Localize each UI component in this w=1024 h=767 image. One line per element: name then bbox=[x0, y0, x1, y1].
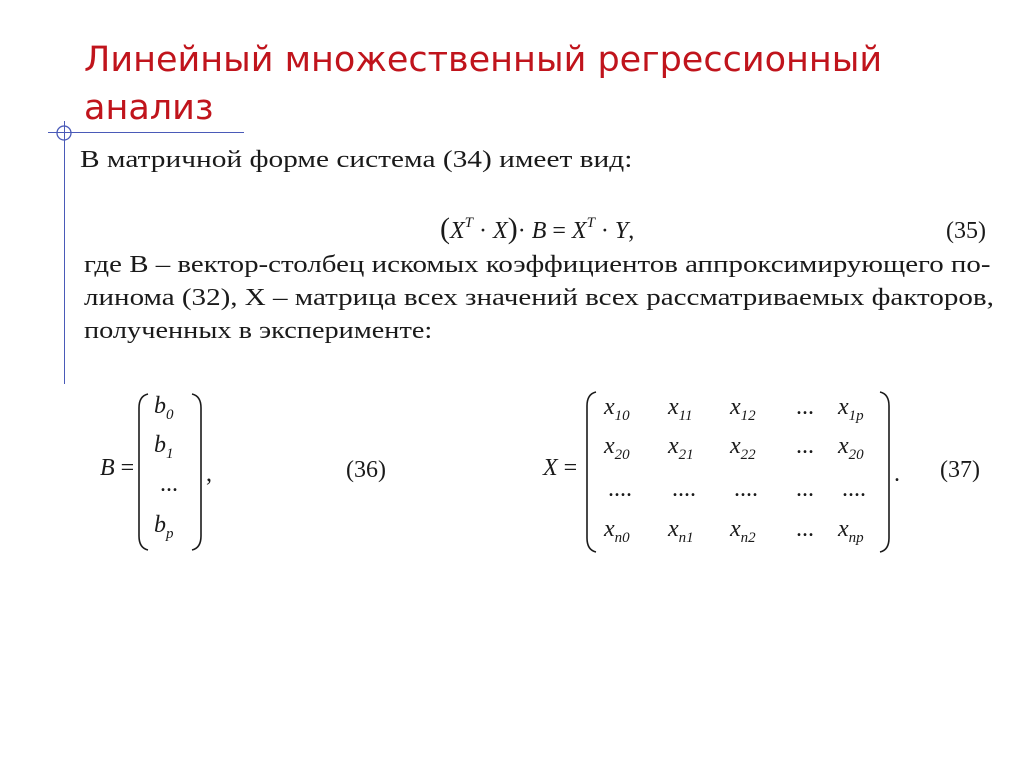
vector-b-lhs: B = bbox=[100, 455, 135, 481]
matrix-x-entry: $x_{20}$ bbox=[604, 433, 630, 463]
vector-b-entry: $b_0$ bbox=[154, 393, 174, 423]
vector-b-comma: , bbox=[206, 461, 212, 487]
slide-title: Линейный множественный регрессионный анализ bbox=[84, 40, 883, 128]
matrix-x-left-paren bbox=[584, 390, 598, 554]
matrix-x-entry: .... bbox=[608, 476, 632, 502]
paragraph-line-2: линома (32), X – матрица всех значений всех рассматриваемых факторов, bbox=[84, 285, 994, 311]
vector-b-left-paren bbox=[136, 392, 150, 552]
matrix-x-period: . bbox=[894, 461, 900, 487]
intro-text: В матричной форме система (34) имеет вид: bbox=[80, 147, 633, 173]
paragraph-line-3: полученных в эксперименте: bbox=[84, 318, 433, 344]
matrix-x-entry: $x_{10}$ bbox=[604, 394, 630, 424]
matrix-x-entry: $x_{1p}$ bbox=[838, 394, 864, 424]
matrix-x-entry: ... bbox=[796, 516, 814, 542]
crosshair-icon bbox=[55, 124, 75, 144]
matrix-x-entry: ... bbox=[796, 476, 814, 502]
matrix-x-right-paren bbox=[878, 390, 892, 554]
matrix-x-entry: .... bbox=[842, 476, 866, 502]
matrix-x-entry: ... bbox=[796, 394, 814, 420]
title-underline bbox=[48, 132, 244, 133]
matrix-x-entry: $x_{n1}$ bbox=[668, 516, 694, 546]
matrix-x-entry: $x_{np}$ bbox=[838, 516, 864, 546]
equation-35-number: (35) bbox=[946, 218, 986, 244]
matrix-x-lhs: X = bbox=[543, 455, 578, 481]
matrix-x-entry: $x_{20}$ bbox=[838, 433, 864, 463]
matrix-x-entry: $x_{21}$ bbox=[668, 433, 694, 463]
matrix-x-entry: $x_{n0}$ bbox=[604, 516, 630, 546]
matrix-x-entry: $x_{12}$ bbox=[730, 394, 756, 424]
margin-guide-line bbox=[64, 121, 65, 384]
equation-35: $(X^T \cdot X)\cdot B = X^T \cdot Y$, bbox=[440, 212, 635, 245]
equation-37-number: (37) bbox=[940, 457, 980, 483]
matrix-x-entry: .... bbox=[734, 476, 758, 502]
matrix-x-entry: $x_{11}$ bbox=[668, 394, 693, 424]
matrix-x-entry: ... bbox=[796, 433, 814, 459]
matrix-x-entry: .... bbox=[672, 476, 696, 502]
vector-b-entry: $b_p$ bbox=[154, 512, 174, 542]
vector-b-entry: ... bbox=[160, 471, 178, 497]
vector-b-entry: $b_1$ bbox=[154, 432, 174, 462]
matrix-x-entry: $x_{22}$ bbox=[730, 433, 756, 463]
paragraph-line-1: где B – вектор-столбец искомых коэффициентов аппроксимирующего по- bbox=[84, 252, 991, 278]
vector-b-right-paren bbox=[190, 392, 204, 552]
matrix-x-entry: $x_{n2}$ bbox=[730, 516, 756, 546]
equation-36-number: (36) bbox=[346, 457, 386, 483]
